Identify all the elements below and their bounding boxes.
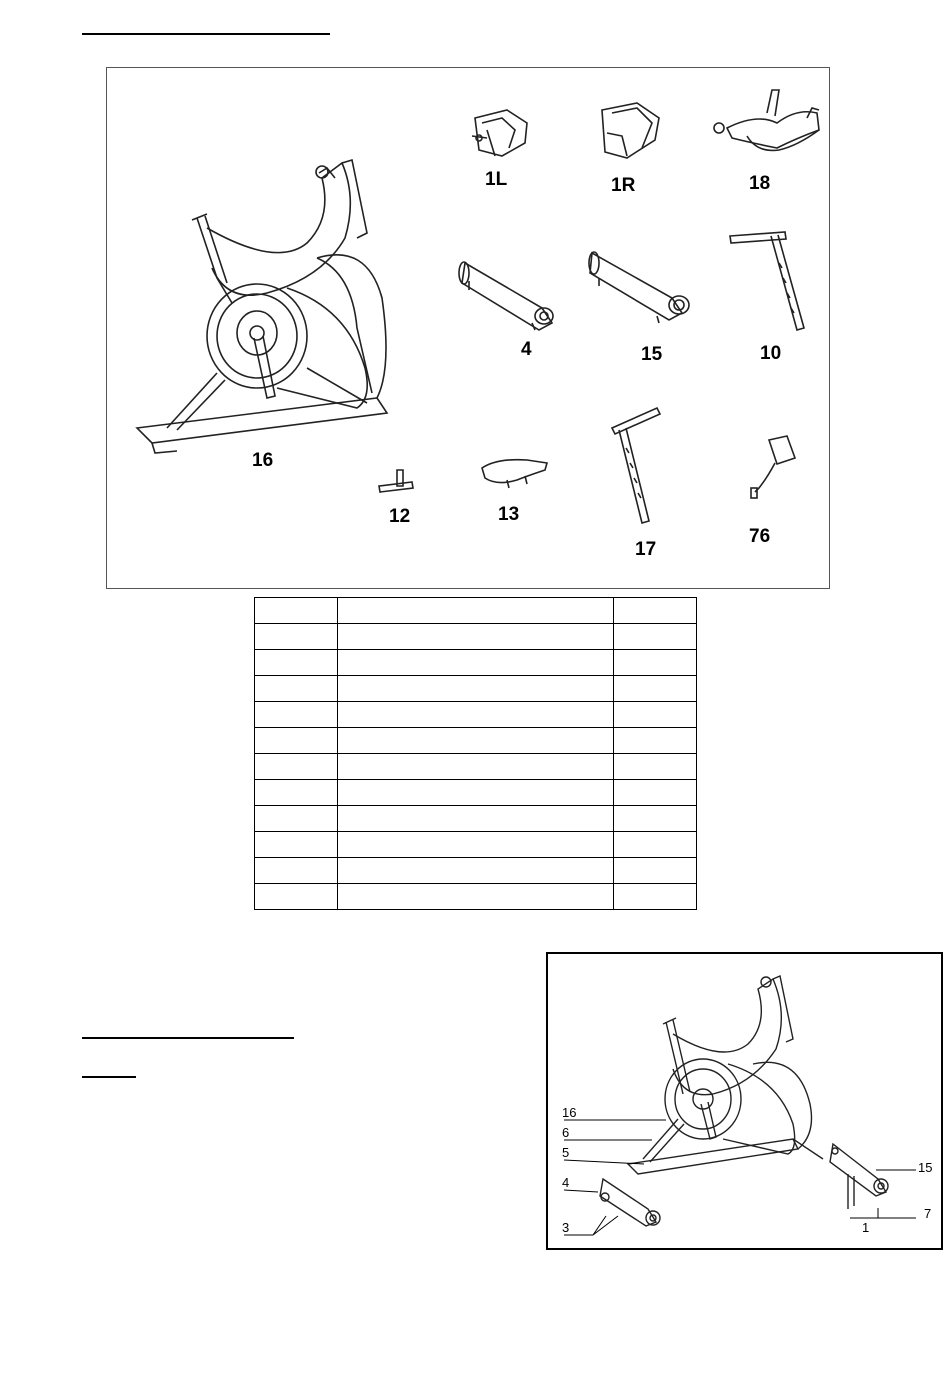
step-subheading-underline	[82, 1076, 136, 1078]
callout-bolt-7: 7	[924, 1206, 932, 1221]
step-heading-underline	[82, 1037, 294, 1039]
adapter-drawing	[751, 436, 795, 498]
label-right-cover: 1R	[611, 175, 636, 196]
table-row	[255, 598, 697, 624]
table-row	[255, 624, 697, 650]
table-cell	[255, 728, 338, 754]
handlebar-drawing	[714, 90, 819, 150]
parts-list-table	[254, 597, 697, 910]
right-cover-drawing	[602, 103, 659, 158]
callout-leveler: 1	[862, 1220, 870, 1235]
table-cell	[614, 624, 697, 650]
table-cell	[614, 780, 697, 806]
table-cell	[255, 858, 338, 884]
table-cell	[614, 650, 697, 676]
table-cell	[338, 858, 614, 884]
frame-drawing	[137, 160, 387, 453]
table-row	[255, 754, 697, 780]
table-row	[255, 728, 697, 754]
table-cell	[255, 754, 338, 780]
left-cover-drawing	[472, 110, 527, 156]
label-front-stabilizer: 4	[521, 339, 532, 360]
label-seat: 13	[498, 504, 520, 525]
table-row	[255, 650, 697, 676]
callout-front-stabilizer: 4	[562, 1175, 570, 1190]
table-cell	[614, 832, 697, 858]
table-cell	[614, 728, 697, 754]
label-rear-stabilizer: 15	[641, 344, 663, 365]
table-cell	[338, 598, 614, 624]
front-stabilizer-drawing	[459, 262, 553, 330]
table-row	[255, 806, 697, 832]
table-row	[255, 780, 697, 806]
table-row	[255, 884, 697, 910]
label-left-cover: 1L	[485, 169, 508, 190]
table-cell	[614, 754, 697, 780]
table-cell	[614, 598, 697, 624]
label-handlebar-post: 10	[760, 343, 782, 364]
table-cell	[338, 728, 614, 754]
table-cell	[255, 702, 338, 728]
seat-post-drawing	[612, 408, 660, 523]
table-cell	[338, 676, 614, 702]
callout-cap-nut: 3	[562, 1220, 570, 1235]
table-cell	[338, 832, 614, 858]
table-cell	[255, 884, 338, 910]
label-handlebar: 18	[749, 173, 771, 194]
step-figure	[546, 952, 943, 1250]
callout-washer: 5	[562, 1145, 570, 1160]
label-frame: 16	[252, 450, 274, 471]
table-cell	[255, 650, 338, 676]
seat-slider-drawing	[379, 470, 413, 492]
table-cell	[255, 806, 338, 832]
table-cell	[255, 624, 338, 650]
label-seat-slider: 12	[389, 506, 411, 527]
table-cell	[255, 676, 338, 702]
table-cell	[338, 754, 614, 780]
table-cell	[255, 832, 338, 858]
table-cell	[255, 780, 338, 806]
parts-figure-drawing	[107, 68, 829, 588]
table-cell	[614, 884, 697, 910]
handlebar-post-drawing	[730, 232, 804, 330]
label-seat-post: 17	[635, 539, 657, 560]
table-cell	[614, 702, 697, 728]
table-cell	[338, 884, 614, 910]
table-cell	[338, 780, 614, 806]
table-cell	[614, 806, 697, 832]
table-cell	[255, 598, 338, 624]
table-cell	[338, 624, 614, 650]
rear-stabilizer-drawing	[589, 252, 689, 323]
table-cell	[338, 702, 614, 728]
table-cell	[338, 806, 614, 832]
table-row	[255, 832, 697, 858]
callout-frame: 16	[562, 1105, 577, 1120]
table-row	[255, 858, 697, 884]
callout-bolt: 6	[562, 1125, 570, 1140]
parts-figure	[106, 67, 830, 589]
table-cell	[338, 650, 614, 676]
step-figure-drawing	[548, 954, 941, 1248]
table-cell	[614, 858, 697, 884]
table-row	[255, 702, 697, 728]
callout-rear-stabilizer: 15	[918, 1160, 933, 1175]
seat-drawing	[482, 460, 547, 488]
table-row	[255, 676, 697, 702]
heading-underline-top	[82, 33, 330, 35]
label-adapter: 76	[749, 526, 771, 547]
table-cell	[614, 676, 697, 702]
